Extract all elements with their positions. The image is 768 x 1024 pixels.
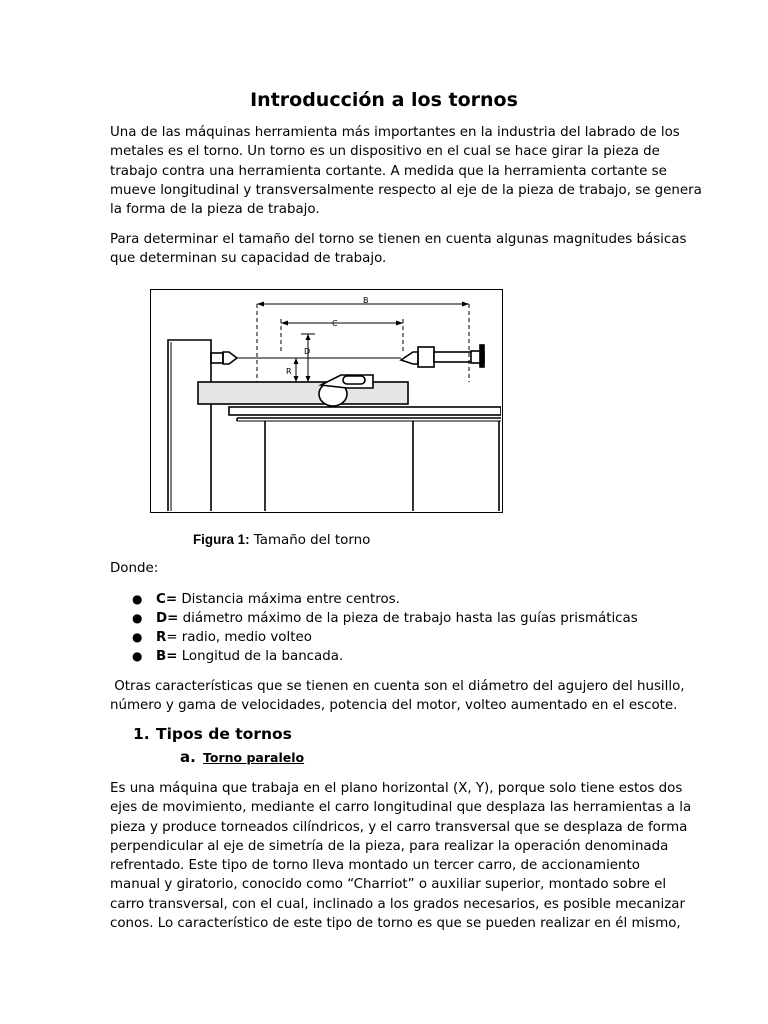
text-line: ejes de movimiento, mediante el carro longitudinal que desplaza las herramientas a la <box>110 800 692 816</box>
definition-term: C= <box>156 592 178 607</box>
definition-term: B= <box>156 649 178 664</box>
label-c: C <box>332 319 338 328</box>
text-line: refrentado. Este tipo de torno lleva montado un tercer carro, de accionamiento <box>110 858 640 874</box>
label-b: B <box>363 296 369 305</box>
tail-center <box>401 352 418 364</box>
tailstock-body <box>418 347 434 367</box>
headstock <box>168 340 211 511</box>
list-item <box>110 590 638 609</box>
caption-text: Tamaño del torno <box>249 533 371 548</box>
donde-label: Donde: <box>110 561 159 576</box>
text-line: la forma de la pieza de trabajo. <box>110 202 320 218</box>
definition-text: diámetro máximo de la pieza de trabajo hasta las guías prismáticas <box>178 611 638 626</box>
text-line: Otras características que se tienen en cuenta son el diámetro del agujero del husillo, <box>110 679 685 694</box>
text-line: mueve longitudinal y transversalmente respecto al eje de la pieza de trabajo, se genera <box>110 182 702 198</box>
text-line: metales es el torno. Un torno es un dispositivo en el cual se hace girar la pieza de <box>110 144 660 160</box>
bed-slab <box>198 382 408 404</box>
figure-caption <box>193 532 370 548</box>
bullet-icon: ● <box>132 592 143 606</box>
tool-post <box>343 376 365 384</box>
definition-term: D= <box>156 611 179 626</box>
label-d: D <box>304 347 311 356</box>
list-item <box>110 628 638 647</box>
drive-center <box>223 352 237 364</box>
subsection-heading <box>180 748 304 766</box>
definition-text: Distancia máxima entre centros. <box>177 592 400 607</box>
text-line: conos. Lo característico de este tipo de torno es que se pueden realizar en él mismo, <box>110 916 681 932</box>
text-line: carro transversal, con el cual, inclinado a los grados necesarios, es posible mecanizar <box>110 896 685 912</box>
definition-text: = radio, medio volteo <box>166 630 312 645</box>
caption-label: Figura 1: <box>193 532 250 547</box>
text-line: pieza y produce torneados cilíndricos, y el carro transversal que se desplaza de forma <box>110 819 688 835</box>
definition-text: Longitud de la bancada. <box>177 649 344 664</box>
list-item <box>110 609 638 628</box>
other-features-paragraph <box>110 677 685 716</box>
section-number: 1. <box>133 725 150 743</box>
section-heading <box>133 725 292 743</box>
size-paragraph <box>110 230 687 269</box>
bullet-icon: ● <box>132 649 143 663</box>
text-line: trabajo contra una herramienta cortante. A medida que la herramienta cortante se <box>110 163 667 179</box>
text-line: perpendicular al eje de simetría de la pieza, para realizar la operación denominada <box>110 838 669 854</box>
text-line: Es una máquina que trabaja en el plano horizontal (X, Y), porque solo tiene estos dos <box>110 781 683 796</box>
bed-table <box>229 407 501 415</box>
text-line: Una de las máquinas herramienta más importantes en la industria del labrado de los <box>110 125 680 140</box>
label-r: R <box>286 367 292 376</box>
subsection-title: Torno paralelo <box>203 750 305 765</box>
definition-term: R <box>156 630 167 645</box>
text-line: Para determinar el tamaño del torno se tienen en cuenta algunas magnitudes básicas <box>110 232 687 247</box>
page-title: Introducción a los tornos <box>250 89 518 111</box>
spindle <box>211 353 223 363</box>
intro-paragraph <box>110 123 702 219</box>
text-line: que determinan su capacidad de trabajo. <box>110 251 387 267</box>
list-item <box>110 647 638 666</box>
text-line: número y gama de velocidades, potencia del motor, volteo aumentado en el escote. <box>110 698 678 714</box>
bullet-icon: ● <box>132 630 143 644</box>
lathe-diagram <box>150 289 503 513</box>
paralelo-paragraph <box>110 779 692 933</box>
section-title: Tipos de tornos <box>156 725 292 743</box>
bullet-icon: ● <box>132 611 143 625</box>
lathe-drawing <box>151 290 501 511</box>
text-line: manual y giratorio, conocido como “Charriot” o auxiliar superior, montado sobre el <box>110 877 667 893</box>
subsection-letter: a. <box>180 748 196 766</box>
definitions-list <box>110 590 638 666</box>
